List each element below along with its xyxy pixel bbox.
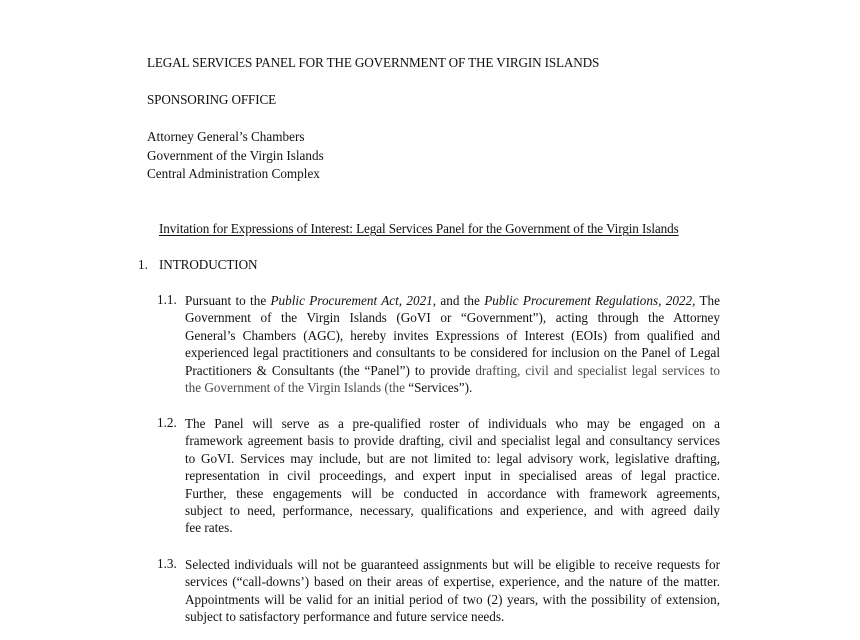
text-run: the Government of the Virgin Islands (the — [185, 379, 409, 395]
section-title: INTRODUCTION — [159, 257, 258, 272]
paragraph-line: Government of the Virgin Islands (GoVI or “Government”), acting through the Attorney — [185, 310, 720, 326]
paragraph-line: services (“call-downs’) based on their areas of expertise, experience, and the nature of the matter. — [185, 574, 720, 590]
paragraph-line: Appointments will be valid for an initial period of two (2) years, with the possibility of extension, — [185, 591, 720, 607]
paragraph-line: to GoVI. Services may include, but are not limited to: legal advisory work, legislative drafting, — [185, 450, 720, 466]
text-run: , and the — [432, 293, 485, 308]
text-run: , The — [692, 293, 721, 308]
text-run: “Services”). — [408, 379, 473, 395]
sponsoring-office-heading: SPONSORING OFFICE — [147, 92, 276, 107]
act-citation: Public Procurement Act, 2021 — [270, 293, 433, 308]
paragraph-line: framework agreement basis to provide drafting, civil and specialist legal and consultancy services — [185, 433, 720, 449]
text-run: drafting, civil and specialist legal services to — [475, 362, 720, 378]
paragraph-line: General’s Chambers (AGC), hereby invites Expressions of Interest (EOIs) from qualified and — [185, 327, 720, 343]
paragraph-line: Selected individuals will not be guaranteed assignments but will be eligible to receive requests for — [185, 557, 720, 572]
invitation-title: Invitation for Expressions of Interest: Legal Services Panel for the Government of the Virgin Islands — [159, 221, 679, 236]
text-run: Pursuant to the — [185, 293, 271, 308]
paragraph-line: representation in civil proceedings, and expert input in specialised areas of legal practice. — [185, 468, 720, 484]
address-line: Central Administration Complex — [147, 166, 320, 181]
paragraph-1-1 — [185, 292, 720, 396]
paragraph-number: 1.3. — [157, 556, 177, 571]
paragraph-line: experienced legal practitioners and consultants to be considered for inclusion on the Panel of Legal — [185, 345, 720, 361]
address-line: Government of the Virgin Islands — [147, 147, 324, 163]
text-run: Practitioners & Consultants (the “Panel”) to provide — [185, 362, 476, 378]
document-title: LEGAL SERVICES PANEL FOR THE GOVERNMENT OF THE VIRGIN ISLANDS — [147, 55, 600, 70]
paragraph-1-2 — [185, 415, 720, 537]
paragraph-line: The Panel will serve as a pre-qualified roster of individuals who may be engaged on a — [185, 416, 720, 431]
paragraph-number: 1.1. — [157, 292, 177, 307]
paragraph-line: subject to satisfactory performance and future service needs. — [185, 609, 505, 625]
paragraph-1-3 — [185, 556, 720, 626]
address-block — [147, 128, 324, 184]
paragraph-line: fee rates. — [185, 520, 233, 536]
paragraph-line: Further, these engagements will be conducted in accordance with framework agreements, — [185, 485, 720, 501]
paragraph-line: subject to need, performance, necessary, qualifications and experience, and with agreed daily — [185, 502, 720, 518]
paragraph-line — [185, 362, 720, 379]
address-line: Attorney General’s Chambers — [147, 129, 305, 144]
paragraph-line — [185, 379, 720, 396]
paragraph-line — [185, 292, 720, 309]
paragraph-number: 1.2. — [157, 415, 177, 430]
regulations-citation: Public Procurement Regulations, 2022 — [484, 293, 693, 308]
section-number: 1. — [138, 257, 148, 272]
